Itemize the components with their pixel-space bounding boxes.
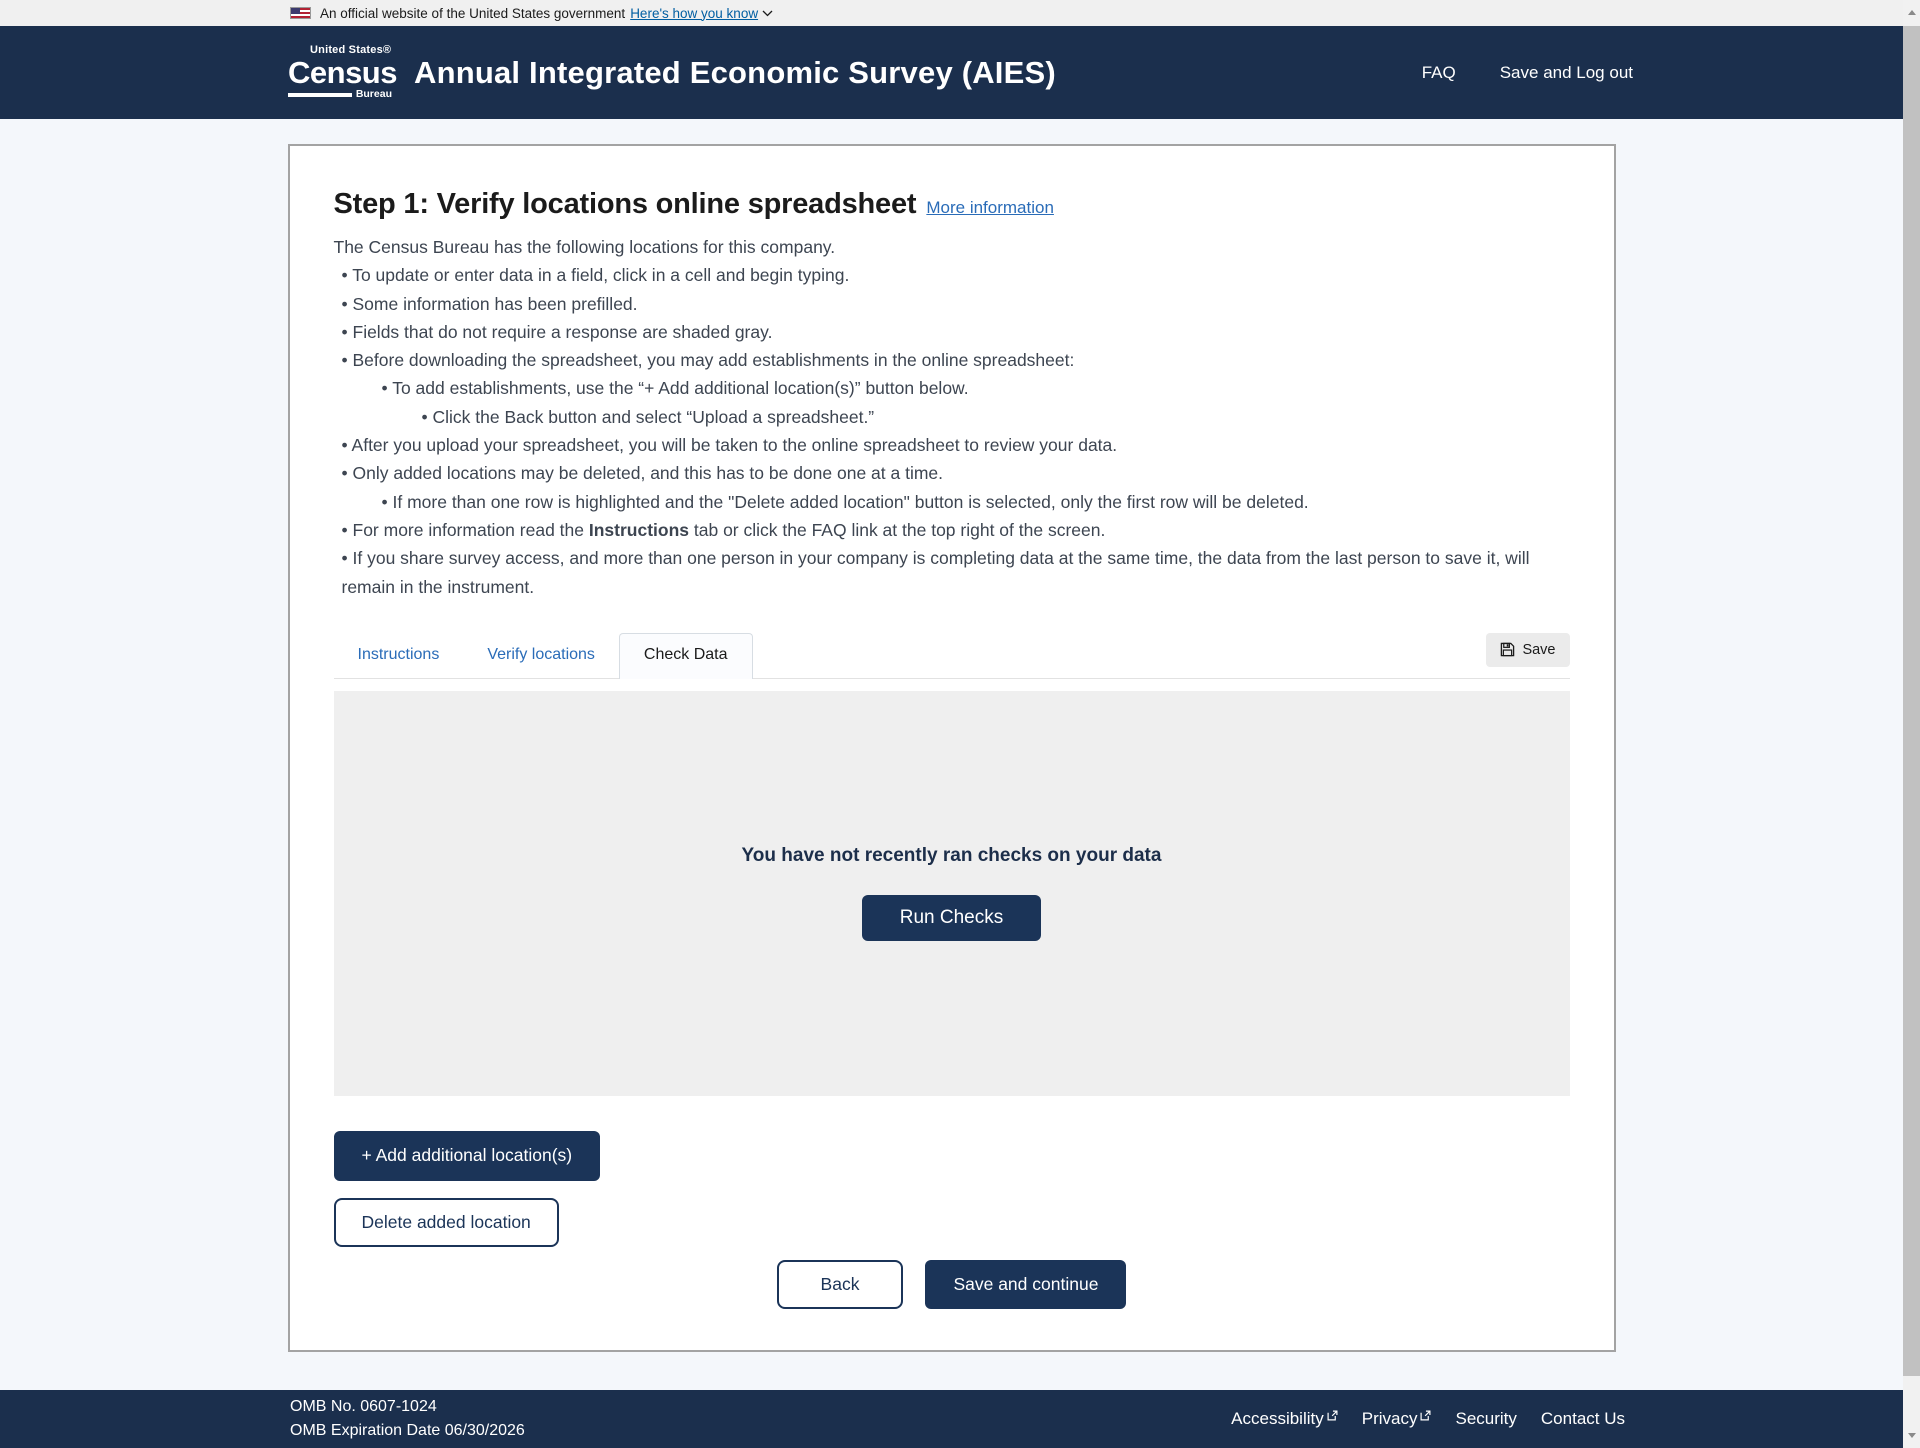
privacy-link[interactable]: Privacy	[1362, 1409, 1432, 1429]
instructions-text	[334, 233, 1570, 601]
footer-links	[1231, 1409, 1625, 1429]
app-header	[0, 26, 1903, 119]
heres-how-you-know-link[interactable]: Here's how you know	[630, 6, 773, 21]
scroll-down-arrow[interactable]	[1903, 1427, 1920, 1444]
check-data-panel	[334, 691, 1570, 1096]
run-checks-button[interactable]: Run Checks	[862, 895, 1042, 941]
delete-added-location-button[interactable]: Delete added location	[334, 1198, 559, 1247]
faq-link[interactable]: FAQ	[1421, 62, 1456, 82]
logo-bureau: Bureau	[355, 88, 392, 101]
instruction-line: • For more information read the Instructions tab or click the FAQ link at the top right of the screen.	[334, 516, 1570, 544]
instruction-line: • After you upload your spreadsheet, you will be taken to the online spreadsheet to review your data.	[334, 431, 1570, 459]
add-additional-locations-button[interactable]: + Add additional location(s)	[334, 1131, 601, 1181]
security-link[interactable]: Security	[1455, 1409, 1517, 1428]
scrollbar-thumb[interactable]	[1903, 26, 1920, 1376]
main-area	[0, 119, 1903, 1390]
external-link-icon	[1420, 1409, 1431, 1421]
instruction-line: • Before downloading the spreadsheet, you may add establishments in the online spreadsheet:	[334, 346, 1570, 374]
check-status-message: You have not recently ran checks on your data	[741, 845, 1162, 867]
vertical-scrollbar[interactable]	[1903, 0, 1920, 1448]
instruction-line: • To update or enter data in a field, click in a cell and begin typing.	[334, 261, 1570, 289]
intro-line: The Census Bureau has the following locations for this company.	[333, 237, 836, 257]
survey-card	[288, 144, 1616, 1352]
tab-check-data[interactable]: Check Data	[619, 633, 753, 679]
instruction-line: • Click the Back button and select “Upload a spreadsheet.”	[334, 403, 1570, 431]
logo-united-states: United States®	[310, 44, 392, 57]
save-and-logout-link[interactable]: Save and Log out	[1499, 62, 1633, 82]
banner-text: An official website of the United States government	[320, 5, 626, 21]
us-flag-icon	[290, 7, 311, 19]
app-footer	[0, 1390, 1903, 1448]
instruction-line: • Only added locations may be deleted, and this has to be done one at a time.	[334, 459, 1570, 487]
instruction-line: • If you share survey access, and more than one person in your company is completing data at the same time, the data from the last person to save it, will remain in the instrument.	[334, 544, 1570, 601]
back-button[interactable]: Back	[777, 1260, 904, 1309]
tab-instructions[interactable]: Instructions	[357, 645, 440, 663]
logo-census: Census	[288, 55, 397, 91]
save-and-continue-button[interactable]: Save and continue	[925, 1260, 1126, 1309]
header-nav	[1422, 63, 1633, 83]
tab-verify-locations[interactable]: Verify locations	[487, 645, 595, 663]
omb-number: OMB No. 0607-1024	[290, 1398, 437, 1415]
instruction-line: • To add establishments, use the “+ Add additional location(s)” button below.	[334, 374, 1570, 402]
floppy-disk-icon	[1500, 642, 1515, 657]
external-link-icon	[1327, 1409, 1338, 1421]
save-button[interactable]: Save	[1486, 633, 1569, 667]
instruction-line: • Fields that do not require a response are shaded gray.	[334, 318, 1570, 346]
page-title: Annual Integrated Economic Survey (AIES)	[414, 54, 1056, 90]
more-information-link[interactable]: More information	[926, 198, 1054, 217]
chevron-down-icon	[762, 10, 773, 17]
contact-us-link[interactable]: Contact Us	[1540, 1409, 1625, 1428]
accessibility-link[interactable]: Accessibility	[1231, 1409, 1338, 1429]
omb-info	[290, 1395, 525, 1443]
census-bureau-logo	[288, 44, 397, 101]
usa-gov-banner	[0, 0, 1903, 26]
omb-expiration: OMB Expiration Date 06/30/2026	[290, 1422, 525, 1439]
instruction-line: • Some information has been prefilled.	[334, 290, 1570, 318]
instruction-line: • If more than one row is highlighted and the "Delete added location" button is selected, only the first row will be deleted.	[334, 488, 1570, 516]
logo-underline	[288, 93, 352, 97]
navigation-buttons	[334, 1260, 1570, 1309]
scroll-up-arrow[interactable]	[1903, 4, 1920, 21]
step-heading: Step 1: Verify locations online spreadsheet	[333, 188, 917, 220]
tab-bar	[334, 633, 1570, 679]
